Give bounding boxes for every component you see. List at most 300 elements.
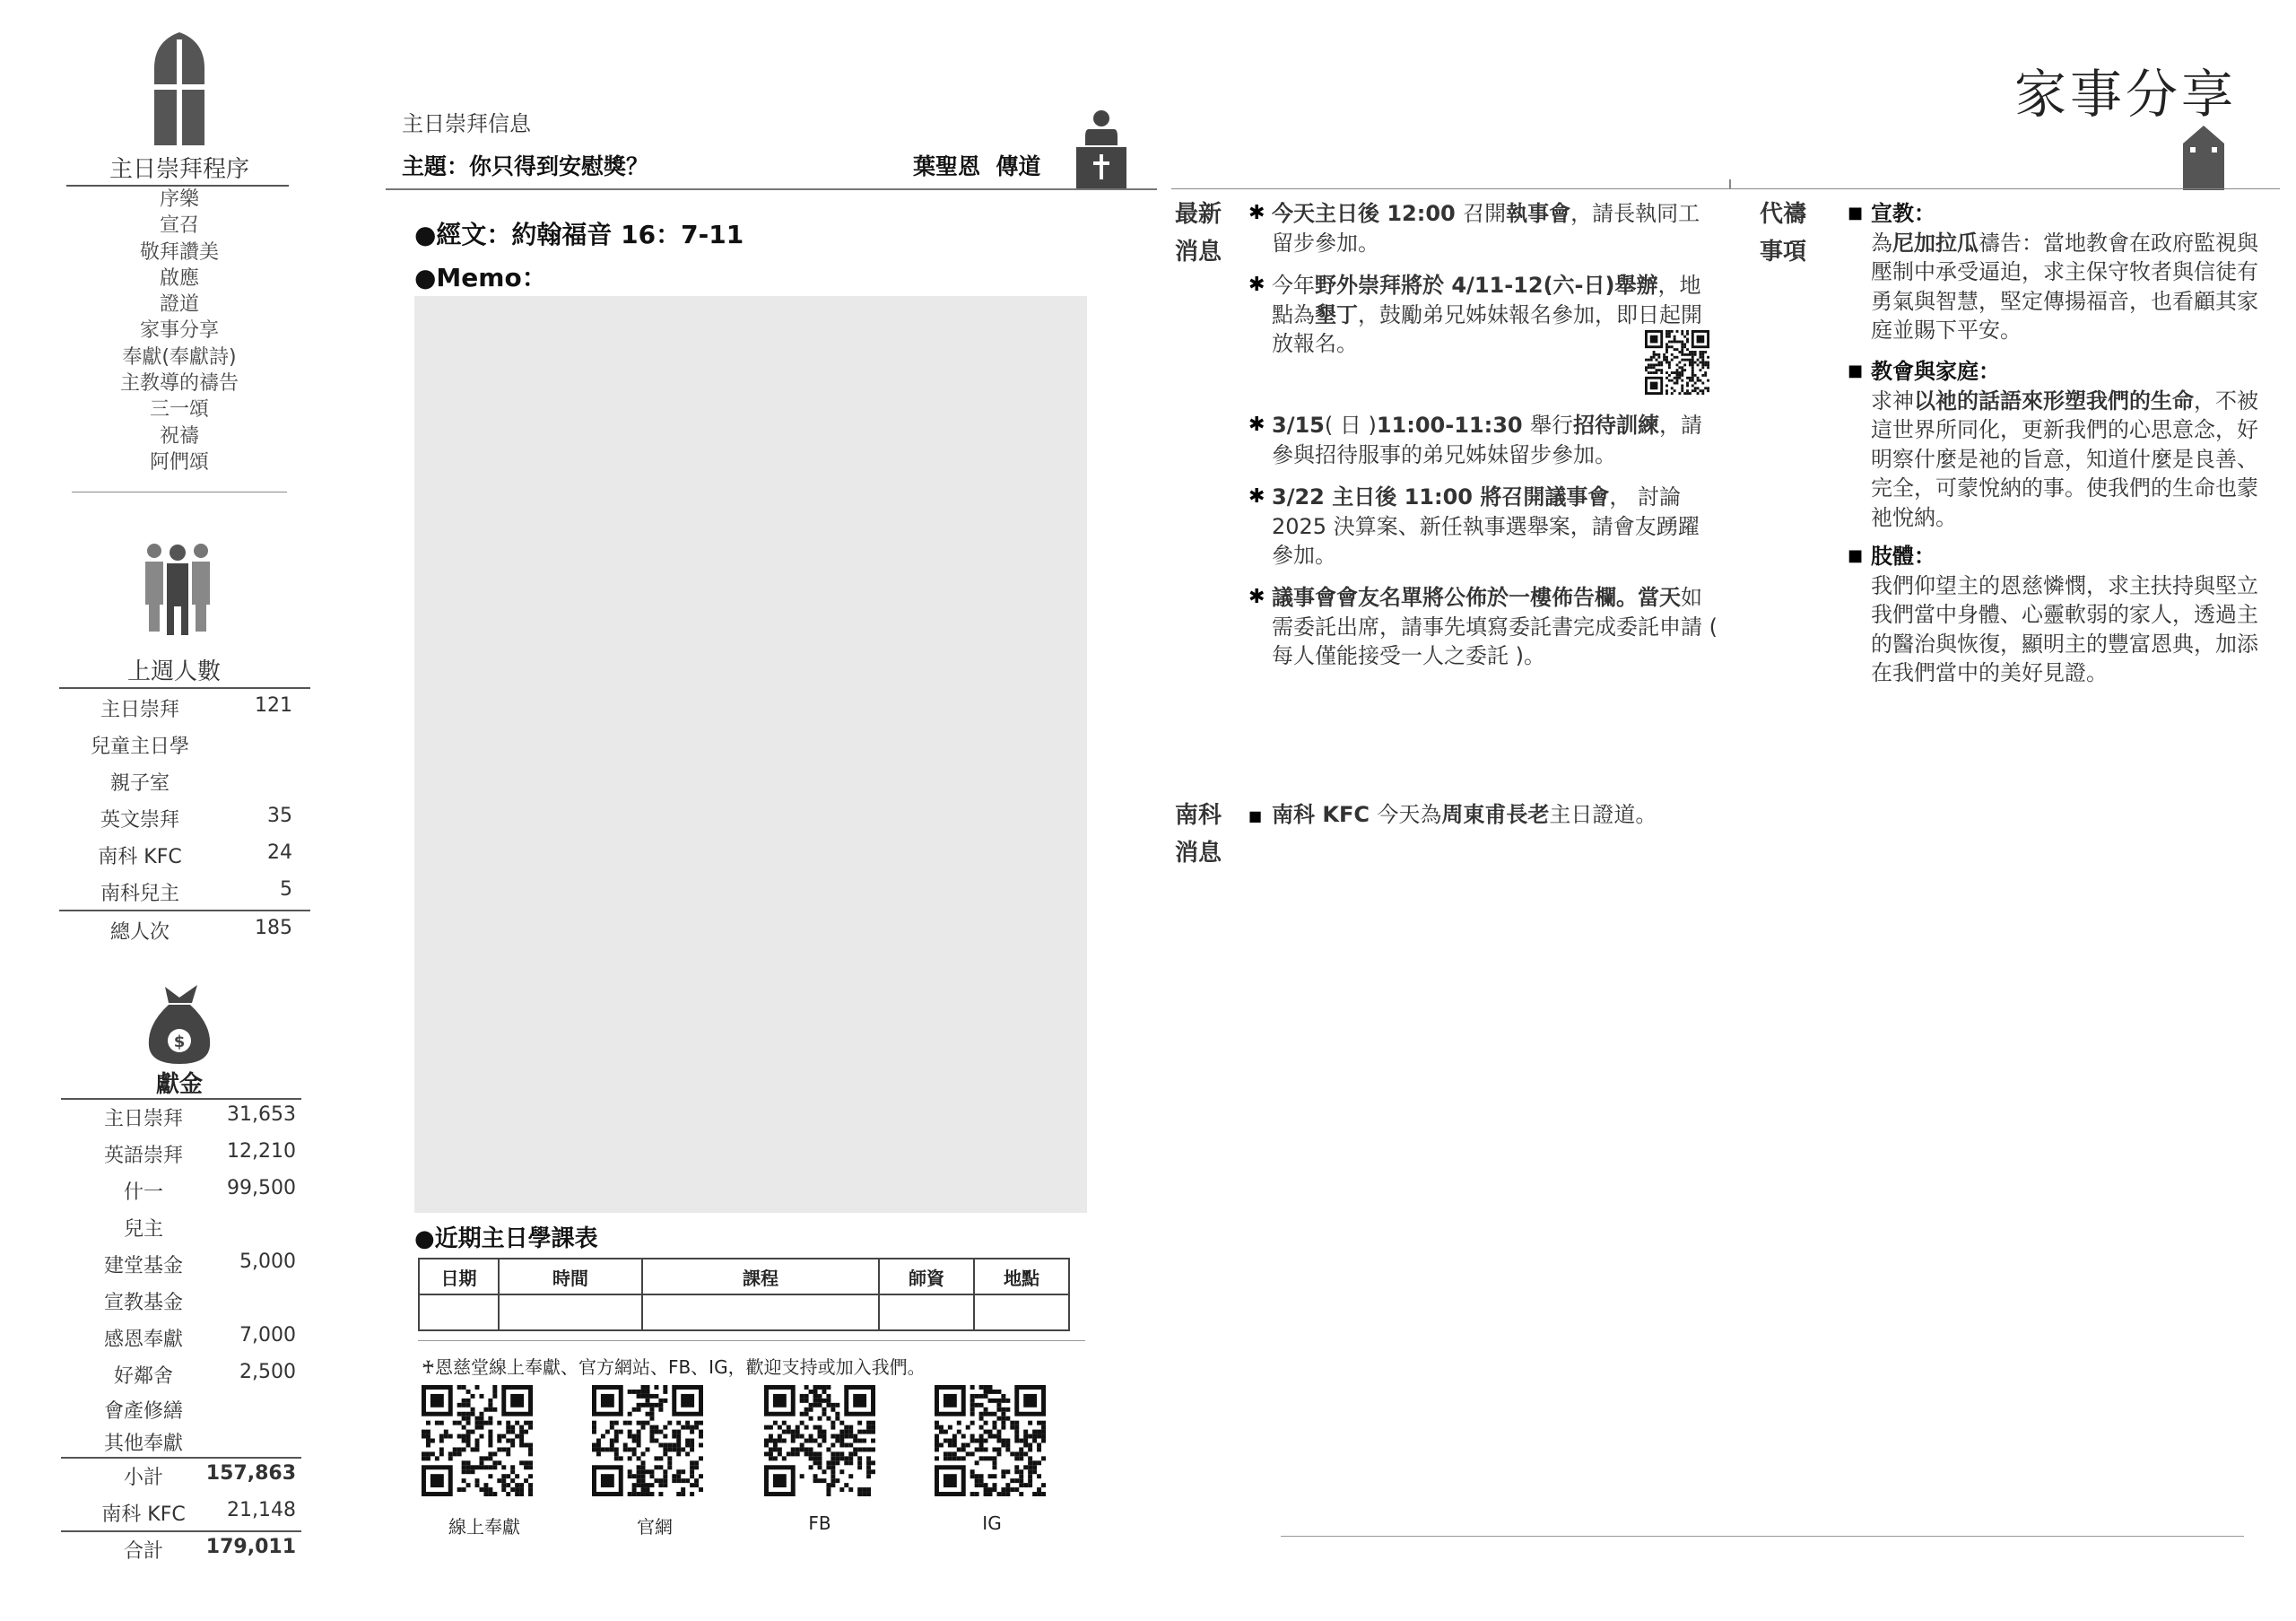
qr-module xyxy=(826,1403,831,1407)
qr-module xyxy=(596,1451,601,1456)
qr-module xyxy=(1014,1465,1019,1469)
qr-module xyxy=(826,1465,831,1469)
qr-module xyxy=(796,1434,800,1439)
qr-module xyxy=(1686,392,1689,395)
qr-module xyxy=(1701,359,1704,362)
qr-module xyxy=(1683,336,1686,338)
qr-module xyxy=(676,1434,681,1439)
qr-module xyxy=(1699,379,1701,382)
qr-module xyxy=(462,1434,466,1439)
qr-module xyxy=(1707,363,1709,366)
nanke-label: 南科 消息 xyxy=(1175,802,1222,867)
qr-module xyxy=(1676,379,1679,382)
qr-module xyxy=(510,1478,515,1483)
qr-module xyxy=(448,1451,453,1456)
qr-module xyxy=(471,1407,475,1412)
qr-module xyxy=(975,1492,979,1496)
qr-module xyxy=(1683,345,1686,348)
worship-item: 啟應 xyxy=(159,266,199,290)
qr-module xyxy=(488,1416,492,1421)
qr-module xyxy=(1668,379,1671,382)
qr-module xyxy=(1681,371,1683,374)
qr-module xyxy=(1686,333,1689,336)
people-icon xyxy=(144,542,212,635)
qr-module xyxy=(1656,369,1658,371)
qr-module xyxy=(831,1483,835,1487)
qr-module xyxy=(1665,345,1668,348)
qr-module xyxy=(1019,1456,1023,1460)
qr-module xyxy=(519,1460,524,1465)
qr-module xyxy=(637,1430,641,1434)
qr-module xyxy=(975,1447,979,1451)
qr-module xyxy=(592,1442,596,1447)
qr-module xyxy=(475,1447,480,1451)
qr-module xyxy=(839,1469,844,1474)
qr-module xyxy=(1674,371,1676,374)
worship-item: 奉獻(奉獻詩) xyxy=(122,345,237,369)
qr-module xyxy=(592,1430,596,1434)
qr-module xyxy=(462,1385,466,1390)
prayer-emphasis: 尼加拉瓜 xyxy=(1892,230,1979,256)
qr-module xyxy=(1653,351,1656,353)
qr-module xyxy=(519,1434,524,1439)
qr-module xyxy=(1699,353,1701,356)
qr-code-outing-registration[interactable] xyxy=(1645,330,1709,395)
qr-module xyxy=(681,1447,685,1451)
attendance-row xyxy=(59,694,292,731)
qr-module xyxy=(501,1474,506,1478)
qr-module xyxy=(479,1412,483,1416)
qr-module xyxy=(1001,1399,1005,1403)
qr-module xyxy=(1674,389,1676,392)
qr-module xyxy=(601,1434,605,1439)
qr-module xyxy=(641,1403,646,1407)
qr-module xyxy=(694,1478,699,1483)
qr-module xyxy=(658,1465,663,1469)
qr-module xyxy=(831,1407,835,1412)
qr-label: IG xyxy=(982,1512,1002,1534)
qr-module xyxy=(809,1439,813,1443)
qr-module xyxy=(681,1492,685,1496)
qr-finder xyxy=(601,1394,614,1407)
qr-module xyxy=(1704,371,1707,374)
qr-module xyxy=(488,1465,492,1469)
qr-module xyxy=(483,1456,488,1460)
qr-module xyxy=(1014,1469,1019,1474)
qr-module xyxy=(952,1451,957,1456)
qr-module xyxy=(1001,1407,1005,1412)
worship-item: 證道 xyxy=(159,293,199,317)
news-text: ，請長執同工留步參加。 xyxy=(1272,201,1700,256)
qr-module xyxy=(1681,369,1683,371)
qr-module xyxy=(1650,371,1653,374)
qr-module xyxy=(1676,369,1679,371)
square-bullet-icon: ■ xyxy=(1848,362,1864,380)
prayer-item xyxy=(1848,199,2266,345)
qr-module xyxy=(831,1456,835,1460)
qr-module xyxy=(483,1407,488,1412)
qr-module xyxy=(1694,389,1697,392)
qr-module xyxy=(773,1447,778,1451)
qr-module xyxy=(1681,387,1683,389)
qr-module xyxy=(1701,366,1704,369)
qr-module xyxy=(835,1451,839,1456)
offering-row xyxy=(63,1361,296,1398)
qr-module xyxy=(822,1434,826,1439)
qr-module xyxy=(1697,387,1700,389)
qr-module xyxy=(497,1434,501,1439)
qr-module xyxy=(1019,1478,1023,1483)
qr-module xyxy=(676,1478,681,1483)
nanke-item xyxy=(1248,800,1675,830)
qr-module xyxy=(1689,353,1692,356)
qr-module xyxy=(1676,356,1679,359)
news-text: 舉行 xyxy=(1529,413,1573,438)
qr-module xyxy=(610,1442,614,1447)
qr-module xyxy=(984,1390,988,1394)
qr-module xyxy=(462,1439,466,1443)
qr-module xyxy=(524,1430,528,1434)
qr-module xyxy=(690,1483,694,1487)
qr-module xyxy=(646,1483,650,1487)
qr-module xyxy=(497,1447,501,1451)
qr-module xyxy=(1707,362,1709,364)
qr-module xyxy=(992,1434,996,1439)
qr-module xyxy=(1701,351,1704,353)
qr-finder xyxy=(430,1394,444,1407)
star-bullet-icon: ✱ xyxy=(1248,274,1265,296)
qr-module xyxy=(970,1469,975,1474)
qr-module xyxy=(1001,1442,1005,1447)
news-text: ( 日 ) xyxy=(1324,413,1377,438)
qr-module xyxy=(866,1447,871,1451)
news-emphasis: 周東甫長老 xyxy=(1441,802,1550,827)
qr-module xyxy=(654,1403,658,1407)
qr-finder xyxy=(430,1474,444,1487)
qr-module xyxy=(528,1474,533,1478)
qr-module xyxy=(506,1483,510,1487)
qr-module xyxy=(646,1412,650,1416)
qr-module xyxy=(935,1434,939,1439)
qr-module xyxy=(822,1399,826,1403)
qr-finder xyxy=(773,1394,787,1407)
qr-module xyxy=(804,1385,809,1390)
qr-module xyxy=(1037,1421,1041,1425)
qr-module xyxy=(426,1442,430,1447)
qr-module xyxy=(871,1460,875,1465)
qr-module xyxy=(804,1439,809,1443)
qr-module xyxy=(1701,353,1704,356)
qr-module xyxy=(628,1492,632,1496)
qr-module xyxy=(1699,351,1701,353)
qr-module xyxy=(1019,1439,1023,1443)
online-caption: ♰恩慈堂線上奉獻、官方網站、FB、IG，歡迎支持或加入我們。 xyxy=(422,1356,926,1378)
qr-module xyxy=(1665,359,1668,362)
qr-module xyxy=(1014,1478,1019,1483)
qr-module xyxy=(690,1465,694,1469)
qr-module xyxy=(1676,371,1679,374)
qr-module xyxy=(996,1403,1001,1407)
qr-module xyxy=(515,1492,519,1496)
qr-module xyxy=(646,1492,650,1496)
table-cell xyxy=(879,1294,974,1330)
prayer-text: 為 xyxy=(1871,230,1892,256)
qr-module xyxy=(1663,356,1665,359)
qr-module xyxy=(483,1483,488,1487)
qr-module xyxy=(826,1394,831,1399)
qr-module xyxy=(1645,369,1648,371)
qr-module xyxy=(948,1442,952,1447)
qr-module xyxy=(426,1456,430,1460)
qr-module xyxy=(663,1447,667,1451)
qr-module xyxy=(844,1483,848,1487)
qr-module xyxy=(510,1469,515,1474)
qr-module xyxy=(444,1430,448,1434)
qr-module xyxy=(690,1447,694,1451)
qr-module xyxy=(506,1425,510,1430)
qr-module xyxy=(835,1460,839,1465)
qr-module xyxy=(857,1439,862,1443)
qr-module xyxy=(818,1451,822,1456)
qr-module xyxy=(800,1412,804,1416)
qr-module xyxy=(610,1425,614,1430)
prayer-item xyxy=(1848,542,2266,688)
qr-module xyxy=(1701,374,1704,377)
qr-module xyxy=(848,1474,853,1478)
qr-module xyxy=(628,1421,632,1425)
table-cell xyxy=(642,1294,879,1330)
news-item xyxy=(1248,483,1720,571)
qr-module xyxy=(1028,1442,1032,1447)
qr-module xyxy=(1656,363,1658,366)
qr-module xyxy=(996,1399,1001,1403)
qr-module xyxy=(646,1469,650,1474)
qr-module xyxy=(1037,1442,1041,1447)
qr-module xyxy=(646,1487,650,1492)
qr-module xyxy=(492,1385,497,1390)
qr-module xyxy=(966,1451,970,1456)
qr-module xyxy=(430,1439,435,1443)
qr-module xyxy=(857,1456,862,1460)
qr-module xyxy=(453,1447,457,1451)
qr-module xyxy=(492,1390,497,1394)
qr-code-website[interactable] xyxy=(592,1385,703,1496)
qr-module xyxy=(1676,382,1679,385)
qr-module xyxy=(1019,1483,1023,1487)
qr-module xyxy=(483,1487,488,1492)
qr-finder xyxy=(944,1394,957,1407)
qr-module xyxy=(961,1447,966,1451)
qr-module xyxy=(457,1403,462,1407)
qr-module xyxy=(1694,374,1697,377)
qr-module xyxy=(866,1425,871,1430)
qr-module xyxy=(690,1430,694,1434)
qr-module xyxy=(646,1403,650,1407)
qr-module xyxy=(813,1390,818,1394)
qr-module xyxy=(1657,369,1660,371)
qr-module xyxy=(1686,341,1689,344)
qr-module xyxy=(992,1421,996,1425)
qr-module xyxy=(831,1425,835,1430)
qr-module xyxy=(479,1460,483,1465)
qr-code-fb[interactable] xyxy=(764,1385,875,1496)
qr-module xyxy=(654,1385,658,1390)
qr-module xyxy=(637,1465,641,1469)
qr-code-ig[interactable] xyxy=(935,1385,1046,1496)
qr-module xyxy=(992,1474,996,1478)
qr-module xyxy=(453,1451,457,1456)
qr-module xyxy=(1692,363,1694,366)
qr-module xyxy=(1010,1451,1014,1456)
qr-module xyxy=(818,1478,822,1483)
qr-module xyxy=(813,1425,818,1430)
qr-module xyxy=(1645,366,1648,369)
qr-module xyxy=(1663,359,1665,362)
divider xyxy=(59,910,310,911)
sermon-topic: 主題：你只得到安慰獎？ xyxy=(402,153,649,179)
offering-row xyxy=(63,1396,296,1433)
qr-module xyxy=(862,1487,866,1492)
sermon-header: 主日崇拜信息 xyxy=(402,111,531,136)
qr-module xyxy=(1014,1425,1019,1430)
qr-module xyxy=(1663,353,1665,356)
news-text: 如需委託出席，請事先填寫委託書完成委託申請 ( 每人僅能接受一人之委託 )。 xyxy=(1272,585,1718,668)
qr-module xyxy=(769,1439,773,1443)
qr-module xyxy=(822,1390,826,1394)
qr-module xyxy=(975,1483,979,1487)
qr-module xyxy=(1674,341,1676,344)
attendance-value: 121 xyxy=(255,694,292,717)
qr-module xyxy=(782,1430,787,1434)
qr-module xyxy=(466,1469,471,1474)
qr-module xyxy=(1665,330,1668,333)
qr-module xyxy=(866,1492,871,1496)
qr-module xyxy=(667,1442,672,1447)
qr-module xyxy=(663,1390,667,1394)
qr-module xyxy=(1010,1421,1014,1425)
news-text: ，請參與招待服事的弟兄姊妹留步參加。 xyxy=(1272,413,1702,467)
qr-module xyxy=(641,1394,646,1399)
qr-module xyxy=(672,1430,676,1434)
divider xyxy=(61,1457,301,1459)
offering-row xyxy=(63,1103,296,1140)
qr-finder xyxy=(681,1394,694,1407)
qr-module xyxy=(1689,362,1692,364)
qr-module xyxy=(663,1451,667,1456)
qr-module xyxy=(654,1425,658,1430)
qr-module xyxy=(699,1430,703,1434)
qr-module xyxy=(510,1439,515,1443)
qr-module xyxy=(979,1425,984,1430)
qr-module xyxy=(1005,1416,1010,1421)
qr-module xyxy=(524,1460,528,1465)
qr-module xyxy=(992,1412,996,1416)
qr-module xyxy=(818,1416,822,1421)
qr-module xyxy=(1681,359,1683,362)
qr-module xyxy=(818,1394,822,1399)
memo-label: ●Memo： xyxy=(414,263,547,292)
qr-module xyxy=(818,1434,822,1439)
qr-module xyxy=(610,1421,614,1425)
qr-module xyxy=(1032,1434,1037,1439)
qr-module xyxy=(699,1434,703,1439)
column-header: 時間 xyxy=(499,1259,642,1294)
qr-module xyxy=(796,1425,800,1430)
qr-module xyxy=(831,1478,835,1483)
qr-code-online-offering[interactable] xyxy=(422,1385,533,1496)
qr-module xyxy=(839,1434,844,1439)
qr-module xyxy=(1692,374,1694,377)
qr-module xyxy=(694,1483,699,1487)
news-emphasis: 招待訓練 xyxy=(1572,413,1659,438)
qr-module xyxy=(1678,371,1681,374)
qr-module xyxy=(596,1442,601,1447)
qr-module xyxy=(813,1451,818,1456)
qr-module xyxy=(685,1421,690,1425)
qr-module xyxy=(466,1439,471,1443)
qr-module xyxy=(948,1439,952,1443)
qr-module xyxy=(614,1451,619,1456)
qr-module xyxy=(641,1390,646,1394)
table-cell xyxy=(974,1294,1069,1330)
qr-module xyxy=(672,1447,676,1451)
qr-module xyxy=(506,1421,510,1425)
qr-module xyxy=(809,1465,813,1469)
qr-module xyxy=(782,1421,787,1425)
offering-row xyxy=(63,1177,296,1214)
qr-module xyxy=(992,1483,996,1487)
qr-module xyxy=(1023,1430,1028,1434)
qr-module xyxy=(1671,345,1674,348)
qr-module xyxy=(1671,371,1674,374)
divider xyxy=(61,1098,301,1100)
qr-module xyxy=(1019,1447,1023,1451)
qr-module xyxy=(939,1425,944,1430)
church-window-icon xyxy=(154,32,204,145)
qr-module xyxy=(813,1460,818,1465)
qr-module xyxy=(681,1425,685,1430)
qr-module xyxy=(996,1447,1001,1451)
qr-module xyxy=(970,1394,975,1399)
qr-module xyxy=(979,1474,984,1478)
qr-module xyxy=(778,1447,782,1451)
qr-module xyxy=(685,1439,690,1443)
qr-module xyxy=(637,1407,641,1412)
qr-module xyxy=(510,1425,515,1430)
offering-value: 5,000 xyxy=(239,1251,296,1273)
qr-module xyxy=(957,1447,961,1451)
qr-module xyxy=(506,1451,510,1456)
qr-module xyxy=(787,1430,791,1434)
qr-module xyxy=(979,1412,984,1416)
qr-module xyxy=(488,1421,492,1425)
attendance-total-row xyxy=(59,917,292,954)
qr-module xyxy=(984,1439,988,1443)
qr-module xyxy=(975,1403,979,1407)
qr-module xyxy=(637,1483,641,1487)
memo-area[interactable] xyxy=(414,296,1087,1213)
qr-module xyxy=(853,1439,857,1443)
qr-module xyxy=(1668,341,1671,344)
qr-module xyxy=(1681,374,1683,377)
qr-module xyxy=(1683,369,1686,371)
qr-module xyxy=(871,1425,875,1430)
qr-module xyxy=(831,1465,835,1469)
qr-module xyxy=(646,1447,650,1451)
qr-module xyxy=(1041,1456,1046,1460)
qr-module xyxy=(831,1403,835,1407)
qr-module xyxy=(471,1447,475,1451)
